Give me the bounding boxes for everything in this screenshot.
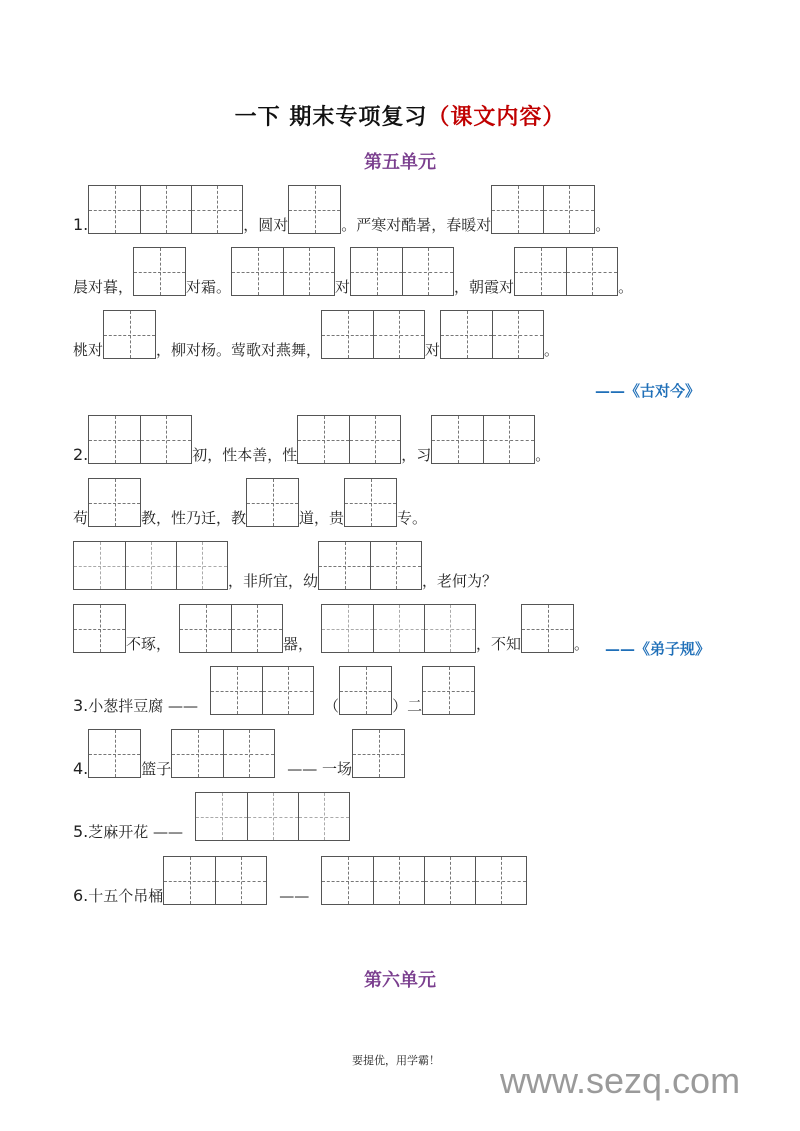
q2-line3 — [73, 541, 497, 590]
q3-number: 3. — [73, 696, 89, 715]
text: 篮子 — [141, 760, 172, 778]
text: 桃对 — [73, 341, 104, 359]
text: 。严寒对酷暑，春暖对 — [341, 216, 492, 234]
text: 器， — [283, 635, 314, 653]
answer-box-2[interactable] — [163, 856, 267, 905]
answer-box-1[interactable] — [73, 604, 126, 653]
answer-box-1[interactable] — [344, 478, 397, 527]
q1-source: ——《古对今》 — [595, 382, 701, 400]
answer-box-2[interactable] — [171, 729, 275, 778]
answer-box-1[interactable] — [103, 310, 156, 359]
text: 晨对暮， — [73, 278, 134, 296]
text: （ — [324, 697, 340, 715]
text: 小葱拌豆腐 —— — [88, 697, 199, 715]
text: 专。 — [397, 509, 428, 527]
text: 。 — [574, 635, 590, 653]
answer-box-2[interactable] — [297, 415, 401, 464]
q2-line1 — [73, 415, 550, 464]
answer-box-2[interactable] — [350, 247, 454, 296]
q1-number: 1. — [73, 215, 89, 234]
q2-number: 2. — [73, 445, 89, 464]
text: 。 — [535, 446, 551, 464]
text: 对 — [335, 278, 351, 296]
answer-box-2[interactable] — [88, 415, 192, 464]
title-main: 一下 期末专项复习 — [234, 104, 428, 130]
q1-line2 — [73, 247, 633, 296]
text: 初，性本善，性 — [192, 446, 298, 464]
text: 苟 — [73, 509, 89, 527]
text: 十五个吊桶 — [88, 887, 164, 905]
text: 不琢， — [126, 635, 172, 653]
footer-note: 要提优，用学霸！ — [352, 1054, 440, 1067]
text: ，朝霞对 — [454, 278, 515, 296]
text: ，不知 — [476, 635, 522, 653]
answer-box-2[interactable] — [491, 185, 595, 234]
q5-number: 5. — [73, 822, 89, 841]
text: 。 — [544, 341, 560, 359]
q1-line1 — [73, 185, 610, 234]
answer-box-1[interactable] — [88, 729, 141, 778]
answer-box-2[interactable] — [210, 666, 314, 715]
answer-box-2[interactable] — [231, 247, 335, 296]
answer-box-3[interactable] — [195, 792, 350, 841]
q2-source: ——《弟子规》 — [605, 640, 711, 658]
answer-box-2[interactable] — [179, 604, 283, 653]
text: 。 — [595, 216, 611, 234]
q5-line — [73, 792, 350, 841]
answer-box-3[interactable] — [88, 185, 243, 234]
answer-box-2[interactable] — [321, 310, 425, 359]
answer-box-2[interactable] — [318, 541, 422, 590]
text: —— 一场 — [287, 760, 353, 778]
answer-box-2[interactable] — [431, 415, 535, 464]
answer-box-1[interactable] — [521, 604, 574, 653]
unit6-heading: 第六单元 — [364, 970, 436, 991]
text: 。 — [618, 278, 634, 296]
answer-box-3[interactable] — [73, 541, 228, 590]
q4-line — [73, 729, 405, 778]
text: ）二 — [392, 697, 423, 715]
text: ，柳对杨。莺歌对燕舞， — [156, 341, 322, 359]
text: ，圆对 — [243, 216, 289, 234]
text: ，老何为？ — [422, 572, 498, 590]
page-title — [0, 100, 800, 131]
answer-box-2[interactable] — [440, 310, 544, 359]
text: ，非所宜，幼 — [228, 572, 319, 590]
title-sub: （课文内容） — [427, 104, 566, 130]
text: ，习 — [401, 446, 432, 464]
answer-box-1[interactable] — [246, 478, 299, 527]
text: 对霜。 — [186, 278, 232, 296]
q6-line — [73, 856, 527, 905]
q3-line — [73, 666, 475, 715]
text: 道，贵 — [299, 509, 345, 527]
q2-line2 — [73, 478, 427, 527]
q1-line3 — [73, 310, 559, 359]
answer-box-2[interactable] — [514, 247, 618, 296]
unit5-heading: 第五单元 — [364, 152, 436, 173]
answer-box-1[interactable] — [352, 729, 405, 778]
watermark: www.sezq.com — [500, 1060, 741, 1101]
text: 芝麻开花 —— — [88, 823, 184, 841]
answer-box-3[interactable] — [321, 604, 476, 653]
text: 教，性乃迁，教 — [141, 509, 247, 527]
q4-number: 4. — [73, 759, 89, 778]
q2-line4 — [73, 604, 589, 653]
text: —— — [279, 887, 310, 905]
answer-box-4[interactable] — [321, 856, 527, 905]
answer-box-1[interactable] — [422, 666, 475, 715]
q6-number: 6. — [73, 886, 89, 905]
answer-box-1[interactable] — [133, 247, 186, 296]
answer-box-1[interactable] — [339, 666, 392, 715]
answer-box-1[interactable] — [88, 478, 141, 527]
text: 对 — [425, 341, 441, 359]
answer-box-1[interactable] — [288, 185, 341, 234]
